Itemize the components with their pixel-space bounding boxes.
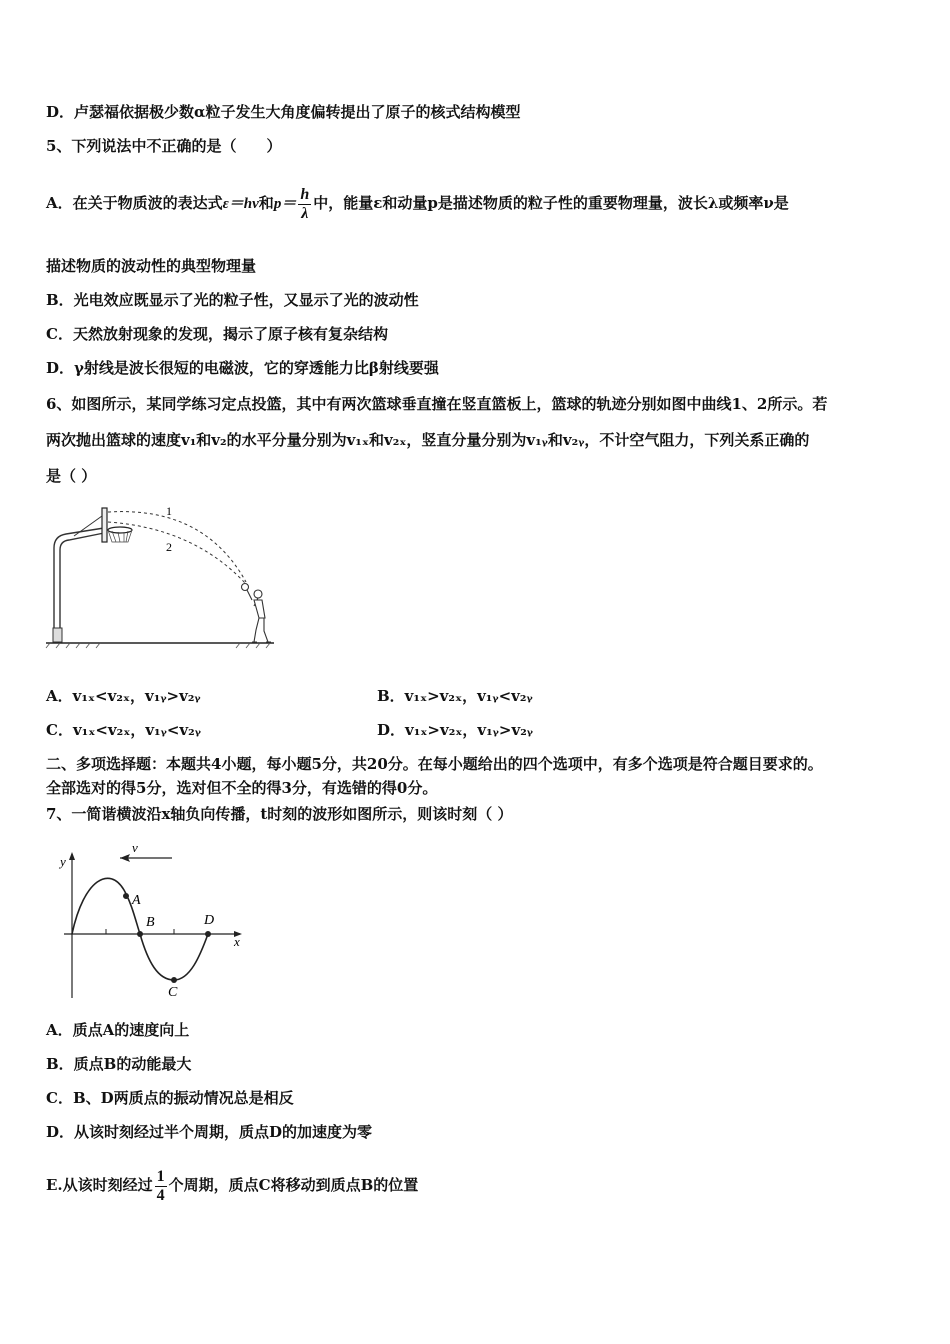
q6-option-a: A．v₁ₓ<v₂ₓ，v₁ᵧ>v₂ᵧ — [46, 687, 201, 705]
point-d — [205, 931, 211, 937]
q5-option-b: B．光电效应既显示了光的粒子性，又显示了光的波动性 — [46, 291, 419, 309]
q7-option-e — [46, 1160, 418, 1210]
q5-option-a-prefix: A．在关于物质波的表达式 — [46, 194, 223, 212]
q7-option-e-suffix: 个周期，质点C将移动到质点B的位置 — [168, 1176, 419, 1194]
point-b-label: B — [146, 915, 155, 930]
backboard — [102, 508, 107, 542]
q5-option-d: D．γ射线是波长很短的电磁波，它的穿透能力比β射线要强 — [46, 359, 439, 377]
point-b — [137, 931, 143, 937]
q5-option-a-and: 和 — [258, 194, 274, 212]
q5-option-a-p: p＝ — [273, 196, 297, 212]
section2-header-line1: 二、多项选择题：本题共4小题，每小题5分，共20分。在每小题给出的四个选项中，有多个选项是符合题目要求的。 — [46, 755, 823, 773]
q7-fraction-numerator: 1 — [156, 1167, 165, 1185]
q7-option-a: A．质点A的速度向上 — [46, 1021, 190, 1039]
q7-option-d: D．从该时刻经过半个周期，质点D的加速度为零 — [46, 1123, 373, 1141]
y-axis-arrowhead — [69, 852, 75, 860]
q6-option-d: D．v₁ₓ>v₂ₓ，v₁ᵧ>v₂ᵧ — [377, 721, 534, 739]
point-c-label: C — [168, 985, 178, 1000]
q5-fraction — [298, 186, 311, 223]
point-c — [171, 977, 177, 983]
wave-figure — [54, 838, 250, 1002]
q5-option-a — [46, 178, 789, 229]
trajectory-label-1: 1 — [166, 504, 172, 518]
player-figure — [242, 584, 272, 643]
basketball-figure — [44, 500, 276, 650]
point-d-label: D — [204, 913, 215, 928]
q7-fraction-denominator: 4 — [156, 1186, 165, 1204]
q5-option-c: C．天然放射现象的发现，揭示了原子核有复杂结构 — [46, 325, 388, 343]
hoop-rim — [108, 527, 132, 533]
velocity-label: v — [132, 840, 138, 855]
q7-stem: 7、一简谐横波沿x轴负向传播，t时刻的波形如图所示，则该时刻（ ） — [46, 805, 513, 823]
trajectory-1 — [108, 512, 246, 582]
q4-option-d: D．卢瑟福依据极少数α粒子发生大角度偏转提出了原子的核式结构模型 — [46, 103, 521, 121]
q6-stem-line2: 两次抛出篮球的速度v₁和v₂的水平分量分别为v₁ₓ和v₂ₓ，竖直分量分别为v₁ᵧ和v₂ᵧ，不计空气阻力，下列关系正确的 — [46, 431, 810, 449]
q5-fraction-numerator: h — [300, 185, 310, 203]
x-axis-label: x — [234, 934, 240, 949]
q7-option-b: B．质点B的动能最大 — [46, 1055, 192, 1073]
q7-option-c: C．B、D两质点的振动情况总是相反 — [46, 1089, 294, 1107]
q5-option-a-eq1: ε＝hν — [222, 196, 259, 212]
q5-fraction-denominator: λ — [301, 204, 309, 222]
q6-option-b: B．v₁ₓ>v₂ₓ，v₁ᵧ<v₂ᵧ — [377, 687, 533, 705]
hoop-pole-inner — [60, 533, 104, 642]
q6-option-c: C．v₁ₓ<v₂ₓ，v₁ᵧ<v₂ᵧ — [46, 721, 201, 739]
q6-stem-line3: 是（ ） — [46, 467, 97, 485]
q5-option-a-continued: 描述物质的波动性的典型物理量 — [46, 257, 257, 275]
q5-stem: 5、下列说法中不正确的是（ ） — [46, 137, 282, 155]
q7-fraction — [155, 1168, 167, 1205]
y-axis-label: y — [60, 854, 66, 869]
trajectory-label-2: 2 — [166, 540, 172, 554]
point-a-label: A — [132, 893, 141, 908]
section2-header-line2: 全部选对的得5分，选对但不全的得3分，有选错的得0分。 — [46, 779, 438, 797]
backboard-brace — [74, 516, 102, 536]
q7-option-e-prefix: E.从该时刻经过 — [46, 1176, 153, 1194]
pole-base — [53, 628, 62, 642]
point-a — [123, 893, 129, 899]
q5-option-a-suffix: 中，能量ε和动量p是描述物质的粒子性的重要物理量，波长λ或频率ν是 — [313, 194, 789, 212]
q6-stem-line1: 6、如图所示，某同学练习定点投篮，其中有两次篮球垂直撞在竖直篮板上，篮球的轨迹分别如图中曲线1、2所示。若 — [46, 395, 828, 413]
